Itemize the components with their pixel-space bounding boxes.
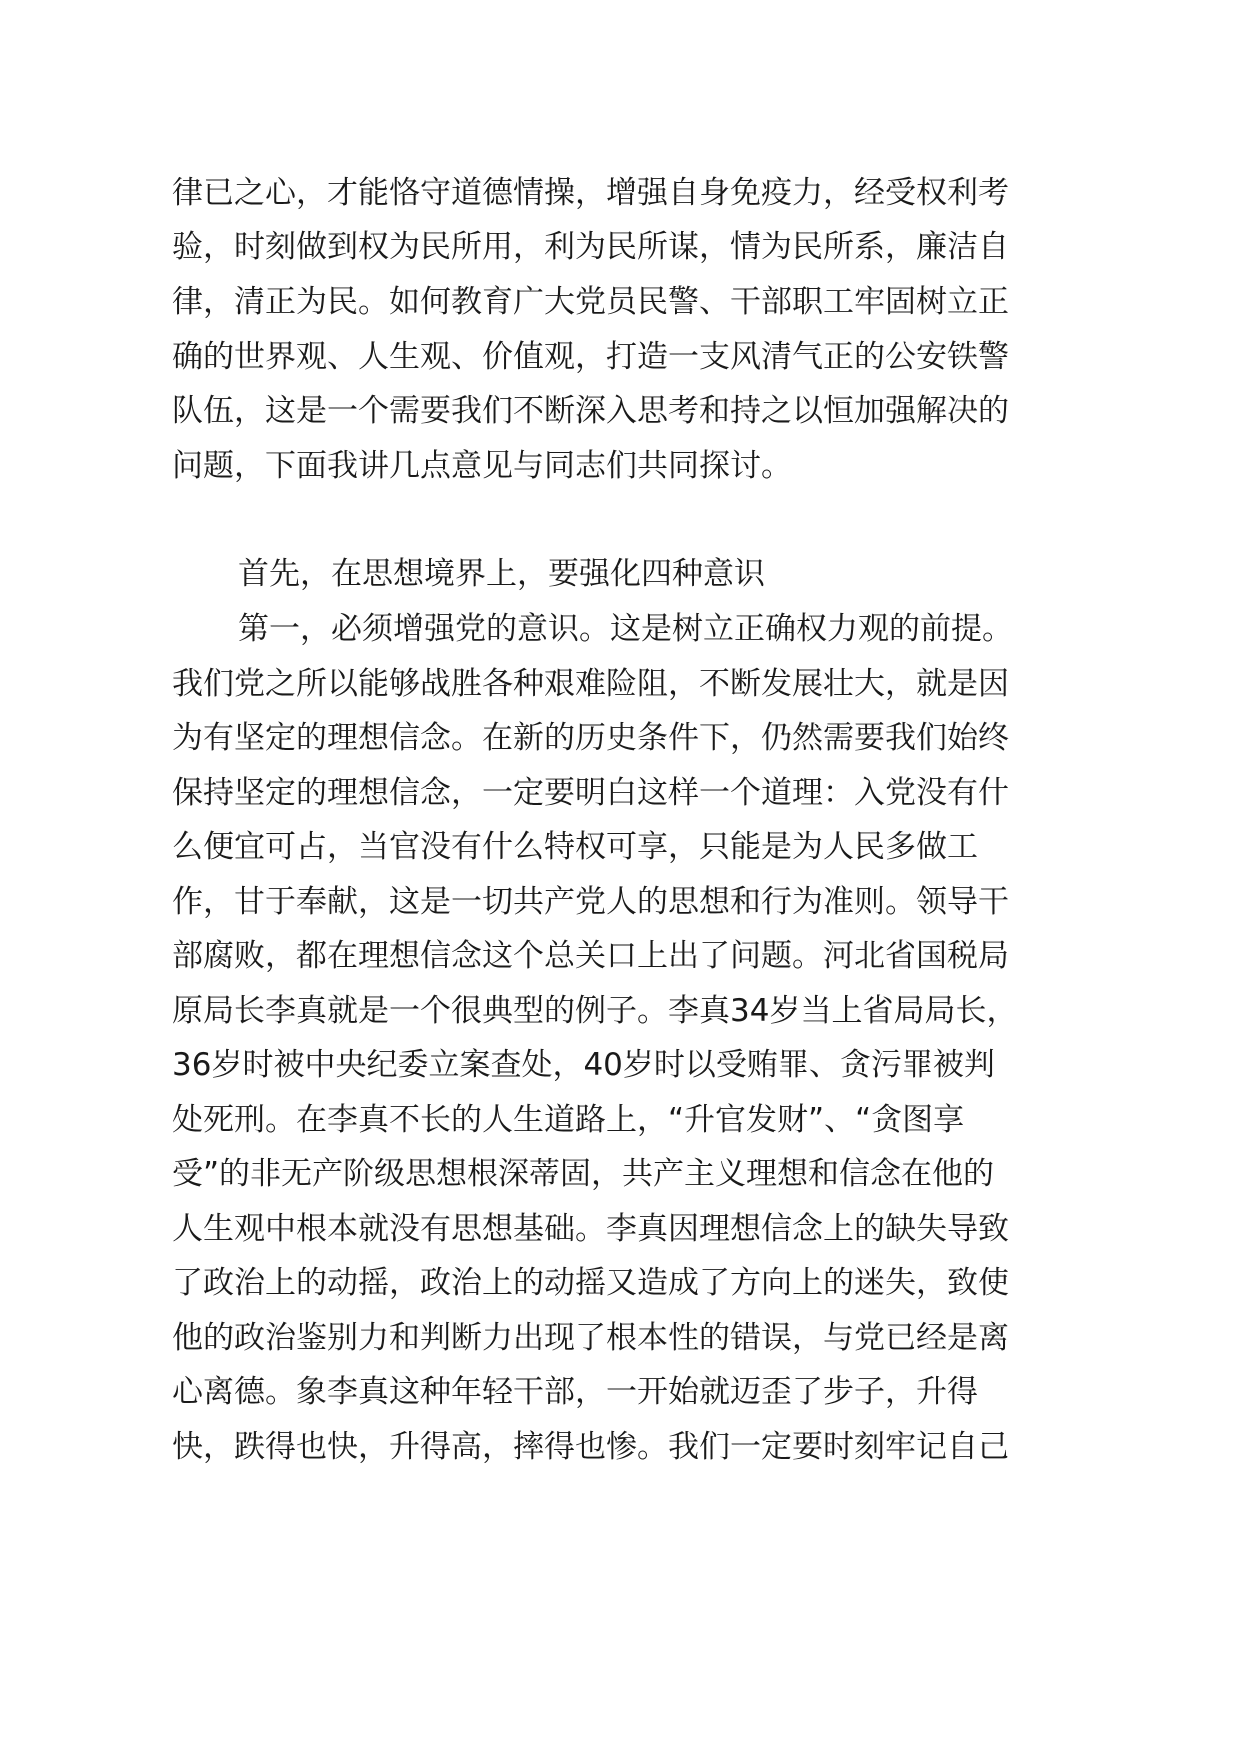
text-line: 人生观中根本就没有思想基础。李真因理想信念上的缺失导致 bbox=[172, 1211, 1009, 1247]
text-line: 问题，下面我讲几点意见与同志们共同探讨。 bbox=[172, 448, 792, 484]
text-line: 36岁时被中央纪委立案查处，40岁时以受贿罪、贪污罪被判 bbox=[172, 1047, 995, 1083]
text-line: 我们党之所以能够战胜各种艰难险阻，不断发展壮大，就是因 bbox=[172, 666, 1009, 702]
text-line: 保持坚定的理想信念，一定要明白这样一个道理：入党没有什 bbox=[172, 775, 1009, 811]
text-line: 律已之心，才能恪守道德情操，增强自身免疫力，经受权利考 bbox=[172, 175, 1009, 211]
text-line: 了政治上的动摇，政治上的动摇又造成了方向上的迷失，致使 bbox=[172, 1265, 1009, 1301]
text-line: 部腐败，都在理想信念这个总关口上出了问题。河北省国税局 bbox=[172, 938, 1009, 974]
text-line: 处死刑。在李真不长的人生道路上，“升官发财”、“贪图享 bbox=[172, 1102, 965, 1138]
text-line: 心离德。象李真这种年轻干部，一开始就迈歪了步子，升得 bbox=[172, 1374, 978, 1410]
section-heading: 首先，在思想境界上，要强化四种意识 bbox=[238, 556, 765, 592]
text-line: 么便宜可占，当官没有什么特权可享，只能是为人民多做工 bbox=[172, 829, 978, 865]
text-line: 确的世界观、人生观、价值观，打造一支风清气正的公安铁警 bbox=[172, 339, 1009, 375]
text-line: 验，时刻做到权为民所用，利为民所谋，情为民所系，廉洁自 bbox=[172, 229, 1009, 265]
text-line: 作，甘于奉献，这是一切共产党人的思想和行为准则。领导干 bbox=[172, 884, 1009, 920]
text-line: 第一，必须增强党的意识。这是树立正确权力观的前提。 bbox=[238, 611, 1013, 647]
text-line: 他的政治鉴别力和判断力出现了根本性的错误，与党已经是离 bbox=[172, 1320, 1009, 1356]
text-line: 受”的非无产阶级思想根深蒂固，共产主义理想和信念在他的 bbox=[172, 1156, 995, 1192]
text-line: 律，清正为民。如何教育广大党员民警、干部职工牢固树立正 bbox=[172, 284, 1009, 320]
text-line: 队伍，这是一个需要我们不断深入思考和持之以恒加强解决的 bbox=[172, 393, 1009, 429]
text-line: 快，跌得也快，升得高，摔得也惨。我们一定要时刻牢记自己 bbox=[172, 1429, 1009, 1465]
text-line: 原局长李真就是一个很典型的例子。李真34岁当上省局局长， bbox=[172, 993, 1018, 1029]
text-line: 为有坚定的理想信念。在新的历史条件下，仍然需要我们始终 bbox=[172, 720, 1009, 756]
